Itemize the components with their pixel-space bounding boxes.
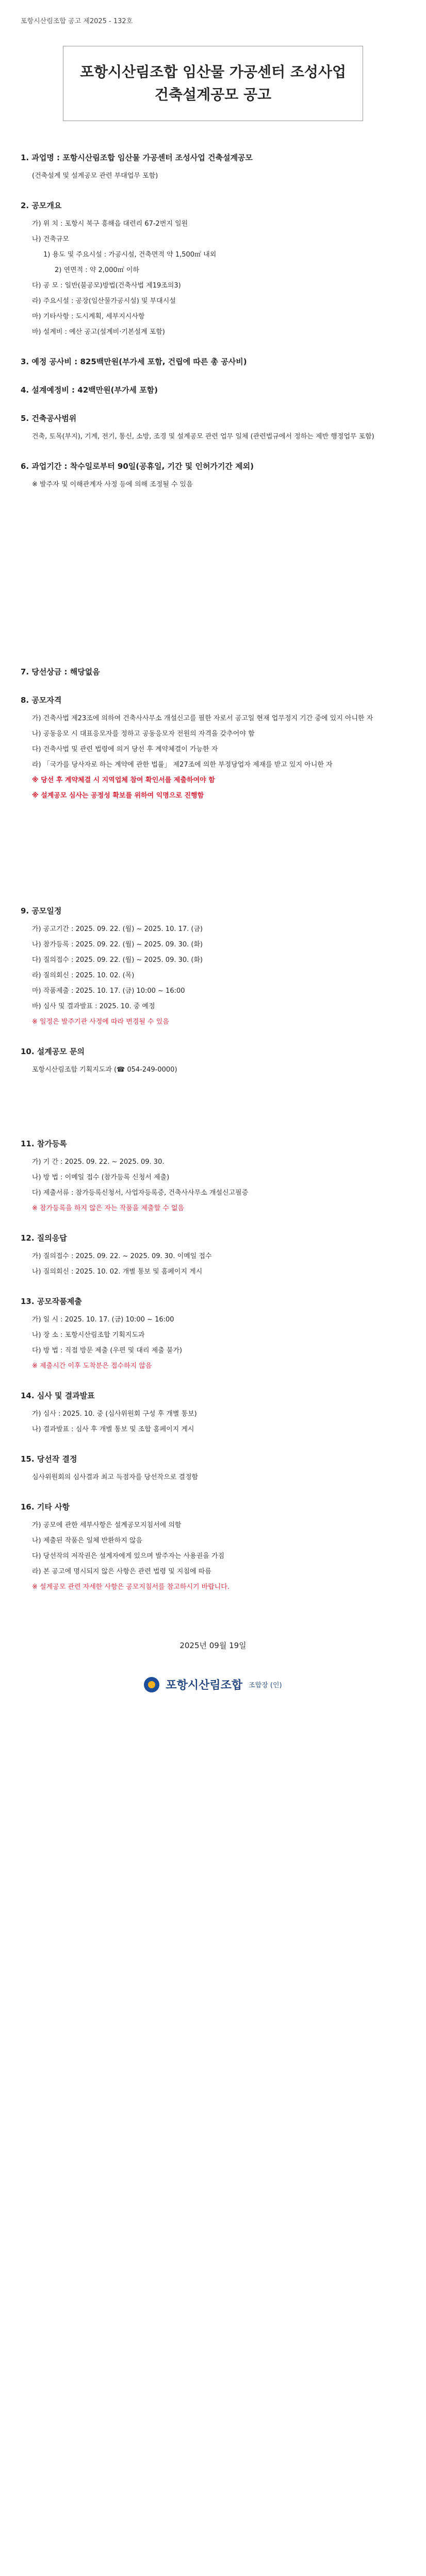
section-12-item: 나) 질의회신 : 2025. 10. 02. 개별 통보 및 홈페이지 게시: [32, 1268, 203, 1276]
section-16-red-note: ※ 설계공모 관련 자세한 사항은 공모지침서를 참고하시기 바랍니다.: [32, 1583, 230, 1591]
org-name: 포항시산림조합: [166, 1679, 243, 1692]
section-5-body: 건축, 토목(부지), 기계, 전기, 통신, 소방, 조경 및 설계공모 관련 업무 일체 (관련법규에서 정하는 제반 행정업무 포함): [32, 433, 374, 440]
section-1-body: (건축설계 및 설계공모 관련 부대업무 포함): [32, 172, 158, 180]
section-16-item: 라) 본 공고에 명시되지 않은 사항은 관련 법령 및 지침에 따름: [32, 1568, 211, 1575]
section-9-item: 가) 공고기간 : 2025. 09. 22. (월) ~ 2025. 10. 17. (금): [32, 925, 203, 933]
section-8-red-note: ※ 당선 후 계약체결 시 지역업체 참여 확인서를 제출하여야 함: [32, 776, 215, 784]
section-2-item: 2) 연면적 : 약 2,000㎡ 이하: [55, 266, 139, 274]
section-10-heading: 10. 설계공모 문의: [21, 1047, 85, 1056]
section-2-item: 가) 위 치 : 포항시 북구 흥해읍 대련리 67-2번지 일원: [32, 220, 188, 228]
section-9-item: 나) 참가등록 : 2025. 09. 22. (월) ~ 2025. 09. 30. (화): [32, 941, 203, 948]
section-12-heading: 12. 질의응답: [21, 1233, 67, 1243]
section-4-heading: 4. 설계예정비 : 42백만원(부가세 포함): [21, 385, 158, 395]
section-8-item: 다) 건축사법 및 관련 법령에 의거 당선 후 계약체결이 가능한 자: [32, 745, 218, 753]
section-2-item: 마) 기타사항 : 도시계획, 세부지시사항: [32, 313, 145, 320]
section-11-item: 나) 방 법 : 이메일 접수 (참가등록 신청서 제출): [32, 1174, 170, 1181]
organization-footer: [21, 1676, 405, 1692]
org-sub: 조합장 (인): [249, 1682, 282, 1689]
section-11-heading: 11. 참가등록: [21, 1139, 67, 1148]
section-3-heading: 3. 예정 공사비 : 825백만원(부가세 포함, 건립에 따른 총 공사비): [21, 357, 247, 366]
section-9-item: 바) 심사 및 결과발표 : 2025. 10. 중 예정: [32, 1003, 155, 1010]
section-14-heading: 14. 심사 및 결과발표: [21, 1391, 95, 1400]
section-2-item: 다) 공 모 : 일반(불공모)방법(건축사법 제19조의3): [32, 282, 181, 290]
section-8-item: 가) 건축사법 제23조에 의하여 건축사사무소 개설신고를 필한 자로서 공고일 현재 업무정지 기간 중에 있지 아니한 자: [32, 715, 373, 722]
section-10-body: 포항시산림조합 기획지도과 (☎ 054-249-0000): [32, 1066, 177, 1074]
section-12-item: 가) 질의접수 : 2025. 09. 22. ~ 2025. 09. 30. 이메일 접수: [32, 1252, 212, 1260]
section-9-item: 라) 질의회신 : 2025. 10. 02. (목): [32, 972, 135, 979]
section-9-red-note: ※ 일정은 발주기관 사정에 따라 변경될 수 있음: [32, 1018, 169, 1026]
section-16-item: 가) 공모에 관한 세부사항은 설계공모지침서에 의함: [32, 1521, 182, 1529]
section-6-note: ※ 발주자 및 이해관계자 사정 등에 의해 조정될 수 있음: [32, 481, 193, 488]
section-13-item: 다) 방 법 : 직접 방문 제출 (우편 및 대리 제출 불가): [32, 1347, 183, 1354]
section-8-red-note: ※ 설계공모 심사는 공정성 확보를 위하여 익명으로 진행함: [32, 792, 204, 800]
section-16-heading: 16. 기타 사항: [21, 1502, 70, 1512]
section-2-item: 나) 건축규모: [32, 235, 69, 243]
section-14-item: 나) 결과발표 : 심사 후 개별 통보 및 조합 홈페이지 게시: [32, 1426, 194, 1433]
section-8-item: 나) 공동응모 시 대표응모자를 정하고 공동응모자 전원의 자격을 갖추어야 함: [32, 730, 255, 738]
section-2-item: 바) 설계비 : 예산 공고(설계비·기본설계 포함): [32, 328, 165, 336]
section-2-item: 1) 용도 및 주요시설 : 가공시설, 건축면적 약 1,500㎡ 내외: [43, 251, 217, 259]
section-13-heading: 13. 공모작품제출: [21, 1297, 82, 1306]
org-logo-icon: [144, 1677, 159, 1692]
section-7-heading: 7. 당선상금 : 해당없음: [21, 667, 100, 676]
section-13-item: 가) 일 시 : 2025. 10. 17. (금) 10:00 ~ 16:00: [32, 1316, 174, 1324]
section-13-red-note: ※ 제출시간 이후 도착분은 접수하지 않음: [32, 1362, 152, 1370]
section-14-item: 가) 심사 : 2025. 10. 중 (심사위원회 구성 후 개별 통보): [32, 1410, 197, 1418]
section-8-item: 라) 「국가를 당사자로 하는 계약에 관한 법률」 제27조에 의한 부정당업자 제재를 받고 있지 아니한 자: [32, 761, 333, 769]
section-11-red-note: ※ 참가등록을 하지 않은 자는 작품을 제출할 수 없음: [32, 1205, 185, 1212]
section-15-body: 심사위원회의 심사결과 최고 득점자를 당선작으로 결정함: [32, 1473, 199, 1481]
section-1-heading: 1. 과업명 : 포항시산림조합 임산물 가공센터 조성사업 건축설계공모: [21, 153, 253, 162]
title-box: [63, 46, 363, 121]
notice-date: 2025년 09월 19일: [179, 1641, 247, 1650]
section-15-heading: 15. 당선작 결정: [21, 1454, 77, 1464]
section-2-item: 라) 주요시설 : 공장(임산물가공시설) 및 부대시설: [32, 297, 176, 305]
section-6-heading: 6. 과업기간 : 착수일로부터 90일(공휴일, 기간 및 인허가기간 제외): [21, 462, 254, 471]
section-2-heading: 2. 공모개요: [21, 201, 62, 210]
title-line-2: 건축설계공모 공고: [154, 86, 272, 103]
title-line-1: 포항시산림조합 임산물 가공센터 조성사업: [79, 63, 347, 80]
section-9-item: 다) 질의접수 : 2025. 09. 22. (월) ~ 2025. 09. 30. (화): [32, 956, 203, 964]
notice-number: 포항시산림조합 공고 제2025 - 132호: [21, 18, 133, 25]
section-16-item: 나) 제출된 작품은 일체 반환하지 않음: [32, 1537, 143, 1545]
section-13-item: 나) 장 소 : 포항시산림조합 기획지도과: [32, 1331, 145, 1339]
section-9-item: 마) 작품제출 : 2025. 10. 17. (금) 10:00 ~ 16:00: [32, 987, 185, 995]
notice-document: [21, 15, 405, 1692]
section-8-heading: 8. 공모자격: [21, 696, 62, 705]
section-11-item: 다) 제출서류 : 참가등록신청서, 사업자등록증, 건축사사무소 개설신고필증: [32, 1189, 249, 1197]
section-11-item: 가) 기 간 : 2025. 09. 22. ~ 2025. 09. 30.: [32, 1158, 165, 1166]
section-5-heading: 5. 건축공사범위: [21, 414, 77, 423]
section-9-heading: 9. 공모일정: [21, 906, 62, 916]
section-16-item: 다) 당선작의 저작권은 설계자에게 있으며 발주자는 사용권을 가짐: [32, 1552, 225, 1560]
